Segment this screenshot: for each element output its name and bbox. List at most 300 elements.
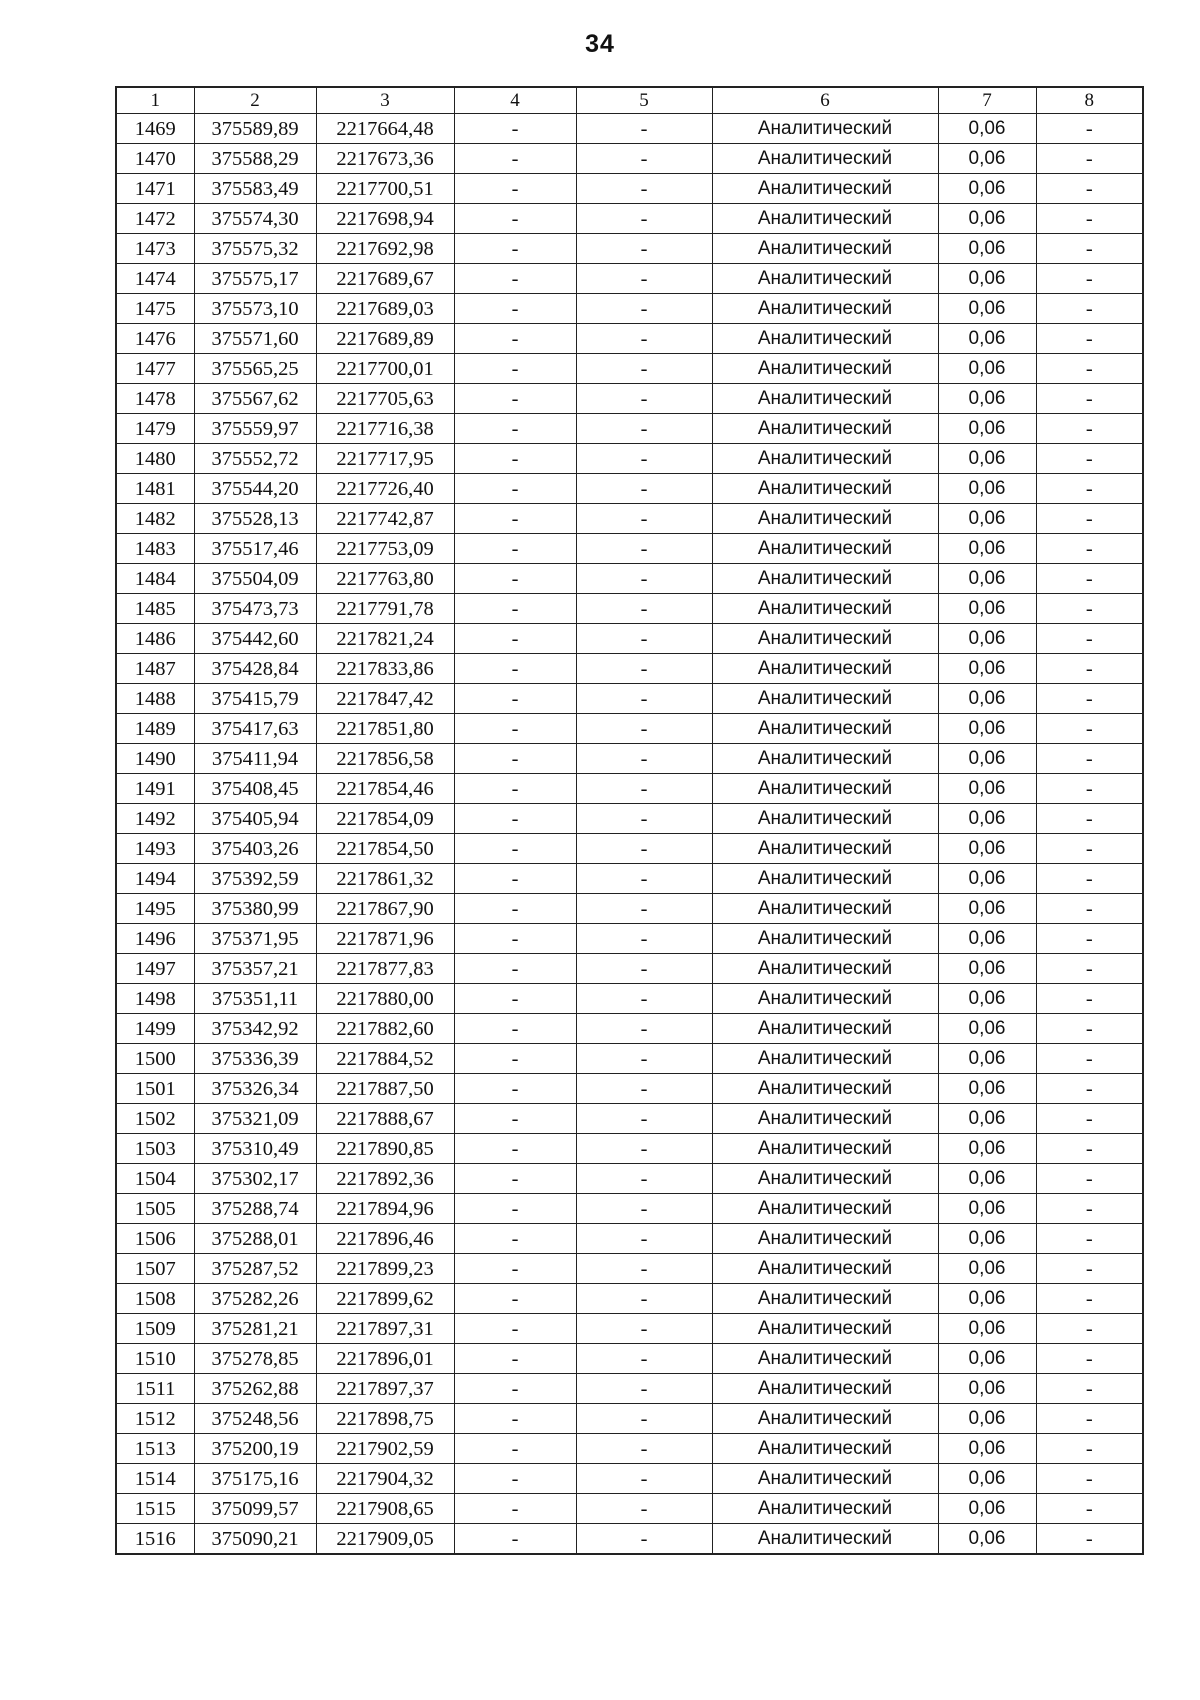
x-coordinate-cell: 375090,21 (194, 1524, 316, 1555)
accuracy-cell: 0,06 (938, 1254, 1036, 1284)
column-8-cell: - (1036, 564, 1143, 594)
x-coordinate-cell: 375417,63 (194, 714, 316, 744)
point-number-cell: 1502 (116, 1104, 194, 1134)
method-cell: Аналитический (712, 564, 938, 594)
x-coordinate-cell: 375321,09 (194, 1104, 316, 1134)
accuracy-cell: 0,06 (938, 804, 1036, 834)
point-number-cell: 1497 (116, 954, 194, 984)
table-row (116, 924, 1143, 954)
y-coordinate-cell: 2217861,32 (316, 864, 454, 894)
column-4-cell: - (454, 1194, 576, 1224)
column-4-cell: - (454, 1314, 576, 1344)
column-header: 4 (454, 87, 576, 114)
y-coordinate-cell: 2217896,46 (316, 1224, 454, 1254)
accuracy-cell: 0,06 (938, 864, 1036, 894)
column-5-cell: - (576, 684, 712, 714)
table-row (116, 1524, 1143, 1555)
table-row (116, 594, 1143, 624)
column-8-cell: - (1036, 1134, 1143, 1164)
point-number-cell: 1496 (116, 924, 194, 954)
method-cell: Аналитический (712, 1224, 938, 1254)
column-4-cell: - (454, 594, 576, 624)
y-coordinate-cell: 2217894,96 (316, 1194, 454, 1224)
x-coordinate-cell: 375504,09 (194, 564, 316, 594)
column-8-cell: - (1036, 1404, 1143, 1434)
column-8-cell: - (1036, 174, 1143, 204)
column-8-cell: - (1036, 954, 1143, 984)
y-coordinate-cell: 2217884,52 (316, 1044, 454, 1074)
column-4-cell: - (454, 1254, 576, 1284)
method-cell: Аналитический (712, 1374, 938, 1404)
column-8-cell: - (1036, 414, 1143, 444)
y-coordinate-cell: 2217742,87 (316, 504, 454, 534)
accuracy-cell: 0,06 (938, 414, 1036, 444)
column-header: 1 (116, 87, 194, 114)
x-coordinate-cell: 375415,79 (194, 684, 316, 714)
point-number-cell: 1495 (116, 894, 194, 924)
point-number-cell: 1515 (116, 1494, 194, 1524)
coordinates-table (115, 86, 1144, 1555)
column-5-cell: - (576, 564, 712, 594)
method-cell: Аналитический (712, 744, 938, 774)
column-4-cell: - (454, 1374, 576, 1404)
column-8-cell: - (1036, 1344, 1143, 1374)
table-row (116, 684, 1143, 714)
accuracy-cell: 0,06 (938, 294, 1036, 324)
point-number-cell: 1513 (116, 1434, 194, 1464)
point-number-cell: 1498 (116, 984, 194, 1014)
accuracy-cell: 0,06 (938, 384, 1036, 414)
column-8-cell: - (1036, 1434, 1143, 1464)
y-coordinate-cell: 2217887,50 (316, 1074, 454, 1104)
method-cell: Аналитический (712, 1284, 938, 1314)
column-5-cell: - (576, 864, 712, 894)
column-5-cell: - (576, 414, 712, 444)
column-8-cell: - (1036, 834, 1143, 864)
point-number-cell: 1493 (116, 834, 194, 864)
table-row (116, 1254, 1143, 1284)
point-number-cell: 1492 (116, 804, 194, 834)
table-row (116, 144, 1143, 174)
column-5-cell: - (576, 894, 712, 924)
x-coordinate-cell: 375589,89 (194, 114, 316, 144)
column-4-cell: - (454, 834, 576, 864)
column-5-cell: - (576, 1464, 712, 1494)
accuracy-cell: 0,06 (938, 264, 1036, 294)
accuracy-cell: 0,06 (938, 834, 1036, 864)
point-number-cell: 1481 (116, 474, 194, 504)
method-cell: Аналитический (712, 804, 938, 834)
column-4-cell: - (454, 384, 576, 414)
column-8-cell: - (1036, 774, 1143, 804)
x-coordinate-cell: 375262,88 (194, 1374, 316, 1404)
y-coordinate-cell: 2217898,75 (316, 1404, 454, 1434)
point-number-cell: 1485 (116, 594, 194, 624)
column-5-cell: - (576, 264, 712, 294)
column-8-cell: - (1036, 1074, 1143, 1104)
column-4-cell: - (454, 624, 576, 654)
table-row (116, 654, 1143, 684)
accuracy-cell: 0,06 (938, 1404, 1036, 1434)
column-5-cell: - (576, 1164, 712, 1194)
accuracy-cell: 0,06 (938, 774, 1036, 804)
accuracy-cell: 0,06 (938, 474, 1036, 504)
method-cell: Аналитический (712, 924, 938, 954)
table-row (116, 984, 1143, 1014)
column-8-cell: - (1036, 684, 1143, 714)
accuracy-cell: 0,06 (938, 1494, 1036, 1524)
column-8-cell: - (1036, 324, 1143, 354)
point-number-cell: 1484 (116, 564, 194, 594)
column-5-cell: - (576, 1044, 712, 1074)
column-8-cell: - (1036, 534, 1143, 564)
point-number-cell: 1473 (116, 234, 194, 264)
method-cell: Аналитический (712, 1134, 938, 1164)
x-coordinate-cell: 375575,17 (194, 264, 316, 294)
column-4-cell: - (454, 1044, 576, 1074)
method-cell: Аналитический (712, 624, 938, 654)
method-cell: Аналитический (712, 774, 938, 804)
column-5-cell: - (576, 534, 712, 564)
y-coordinate-cell: 2217877,83 (316, 954, 454, 984)
column-8-cell: - (1036, 1164, 1143, 1194)
column-4-cell: - (454, 924, 576, 954)
method-cell: Аналитический (712, 414, 938, 444)
table-row (116, 114, 1143, 144)
table-row (116, 444, 1143, 474)
accuracy-cell: 0,06 (938, 984, 1036, 1014)
column-4-cell: - (454, 534, 576, 564)
column-header: 5 (576, 87, 712, 114)
accuracy-cell: 0,06 (938, 594, 1036, 624)
x-coordinate-cell: 375282,26 (194, 1284, 316, 1314)
column-4-cell: - (454, 1104, 576, 1134)
column-8-cell: - (1036, 1284, 1143, 1314)
column-4-cell: - (454, 774, 576, 804)
y-coordinate-cell: 2217897,31 (316, 1314, 454, 1344)
y-coordinate-cell: 2217867,90 (316, 894, 454, 924)
column-8-cell: - (1036, 144, 1143, 174)
table-row (116, 414, 1143, 444)
x-coordinate-cell: 375571,60 (194, 324, 316, 354)
table-row (116, 804, 1143, 834)
column-4-cell: - (454, 234, 576, 264)
column-4-cell: - (454, 1524, 576, 1555)
column-8-cell: - (1036, 114, 1143, 144)
method-cell: Аналитический (712, 264, 938, 294)
column-header: 6 (712, 87, 938, 114)
column-8-cell: - (1036, 804, 1143, 834)
point-number-cell: 1477 (116, 354, 194, 384)
column-4-cell: - (454, 1434, 576, 1464)
x-coordinate-cell: 375326,34 (194, 1074, 316, 1104)
y-coordinate-cell: 2217717,95 (316, 444, 454, 474)
y-coordinate-cell: 2217899,23 (316, 1254, 454, 1284)
method-cell: Аналитический (712, 294, 938, 324)
table-row (116, 1014, 1143, 1044)
accuracy-cell: 0,06 (938, 204, 1036, 234)
method-cell: Аналитический (712, 1434, 938, 1464)
column-4-cell: - (454, 984, 576, 1014)
column-5-cell: - (576, 624, 712, 654)
table-row (116, 564, 1143, 594)
point-number-cell: 1488 (116, 684, 194, 714)
x-coordinate-cell: 375310,49 (194, 1134, 316, 1164)
column-4-cell: - (454, 1224, 576, 1254)
column-4-cell: - (454, 414, 576, 444)
page-number: 34 (585, 30, 615, 58)
column-8-cell: - (1036, 924, 1143, 954)
table-row (116, 294, 1143, 324)
method-cell: Аналитический (712, 234, 938, 264)
column-4-cell: - (454, 444, 576, 474)
accuracy-cell: 0,06 (938, 894, 1036, 924)
column-8-cell: - (1036, 234, 1143, 264)
point-number-cell: 1486 (116, 624, 194, 654)
column-8-cell: - (1036, 264, 1143, 294)
method-cell: Аналитический (712, 714, 938, 744)
x-coordinate-cell: 375473,73 (194, 594, 316, 624)
point-number-cell: 1511 (116, 1374, 194, 1404)
accuracy-cell: 0,06 (938, 564, 1036, 594)
column-8-cell: - (1036, 1014, 1143, 1044)
y-coordinate-cell: 2217753,09 (316, 534, 454, 564)
column-8-cell: - (1036, 1044, 1143, 1074)
x-coordinate-cell: 375175,16 (194, 1464, 316, 1494)
y-coordinate-cell: 2217854,09 (316, 804, 454, 834)
point-number-cell: 1508 (116, 1284, 194, 1314)
column-4-cell: - (454, 294, 576, 324)
y-coordinate-cell: 2217716,38 (316, 414, 454, 444)
accuracy-cell: 0,06 (938, 1134, 1036, 1164)
column-5-cell: - (576, 834, 712, 864)
column-4-cell: - (454, 1164, 576, 1194)
point-number-cell: 1470 (116, 144, 194, 174)
y-coordinate-cell: 2217890,85 (316, 1134, 454, 1164)
column-4-cell: - (454, 354, 576, 384)
accuracy-cell: 0,06 (938, 1284, 1036, 1314)
x-coordinate-cell: 375371,95 (194, 924, 316, 954)
method-cell: Аналитический (712, 984, 938, 1014)
column-8-cell: - (1036, 444, 1143, 474)
table-row (116, 1074, 1143, 1104)
column-5-cell: - (576, 714, 712, 744)
point-number-cell: 1503 (116, 1134, 194, 1164)
method-cell: Аналитический (712, 504, 938, 534)
x-coordinate-cell: 375411,94 (194, 744, 316, 774)
column-8-cell: - (1036, 1224, 1143, 1254)
point-number-cell: 1505 (116, 1194, 194, 1224)
column-4-cell: - (454, 1134, 576, 1164)
column-4-cell: - (454, 684, 576, 714)
accuracy-cell: 0,06 (938, 324, 1036, 354)
column-5-cell: - (576, 324, 712, 354)
column-5-cell: - (576, 294, 712, 324)
x-coordinate-cell: 375428,84 (194, 654, 316, 684)
method-cell: Аналитический (712, 1464, 938, 1494)
column-5-cell: - (576, 234, 712, 264)
y-coordinate-cell: 2217902,59 (316, 1434, 454, 1464)
point-number-cell: 1512 (116, 1404, 194, 1434)
column-4-cell: - (454, 144, 576, 174)
table-row (116, 1194, 1143, 1224)
column-5-cell: - (576, 1014, 712, 1044)
x-coordinate-cell: 375517,46 (194, 534, 316, 564)
table-row (116, 1104, 1143, 1134)
column-4-cell: - (454, 1494, 576, 1524)
column-header: 2 (194, 87, 316, 114)
x-coordinate-cell: 375336,39 (194, 1044, 316, 1074)
method-cell: Аналитический (712, 1524, 938, 1555)
accuracy-cell: 0,06 (938, 1074, 1036, 1104)
column-8-cell: - (1036, 1314, 1143, 1344)
point-number-cell: 1483 (116, 534, 194, 564)
column-5-cell: - (576, 114, 712, 144)
accuracy-cell: 0,06 (938, 624, 1036, 654)
y-coordinate-cell: 2217851,80 (316, 714, 454, 744)
method-cell: Аналитический (712, 594, 938, 624)
y-coordinate-cell: 2217700,51 (316, 174, 454, 204)
x-coordinate-cell: 375552,72 (194, 444, 316, 474)
method-cell: Аналитический (712, 954, 938, 984)
table-row (116, 1314, 1143, 1344)
table-row (116, 954, 1143, 984)
table-row (116, 234, 1143, 264)
column-4-cell: - (454, 1404, 576, 1434)
y-coordinate-cell: 2217705,63 (316, 384, 454, 414)
column-8-cell: - (1036, 1374, 1143, 1404)
method-cell: Аналитический (712, 834, 938, 864)
y-coordinate-cell: 2217892,36 (316, 1164, 454, 1194)
x-coordinate-cell: 375574,30 (194, 204, 316, 234)
column-4-cell: - (454, 174, 576, 204)
y-coordinate-cell: 2217763,80 (316, 564, 454, 594)
column-5-cell: - (576, 204, 712, 234)
accuracy-cell: 0,06 (938, 1464, 1036, 1494)
y-coordinate-cell: 2217726,40 (316, 474, 454, 504)
point-number-cell: 1500 (116, 1044, 194, 1074)
column-8-cell: - (1036, 384, 1143, 414)
table-row (116, 324, 1143, 354)
point-number-cell: 1476 (116, 324, 194, 354)
x-coordinate-cell: 375405,94 (194, 804, 316, 834)
column-8-cell: - (1036, 744, 1143, 774)
accuracy-cell: 0,06 (938, 504, 1036, 534)
method-cell: Аналитический (712, 1164, 938, 1194)
point-number-cell: 1479 (116, 414, 194, 444)
column-5-cell: - (576, 1074, 712, 1104)
method-cell: Аналитический (712, 1014, 938, 1044)
y-coordinate-cell: 2217888,67 (316, 1104, 454, 1134)
point-number-cell: 1469 (116, 114, 194, 144)
point-number-cell: 1494 (116, 864, 194, 894)
column-8-cell: - (1036, 984, 1143, 1014)
method-cell: Аналитический (712, 354, 938, 384)
accuracy-cell: 0,06 (938, 1044, 1036, 1074)
y-coordinate-cell: 2217700,01 (316, 354, 454, 384)
column-5-cell: - (576, 384, 712, 414)
y-coordinate-cell: 2217899,62 (316, 1284, 454, 1314)
column-5-cell: - (576, 354, 712, 384)
column-5-cell: - (576, 744, 712, 774)
column-4-cell: - (454, 204, 576, 234)
accuracy-cell: 0,06 (938, 1014, 1036, 1044)
method-cell: Аналитический (712, 684, 938, 714)
column-8-cell: - (1036, 1254, 1143, 1284)
column-5-cell: - (576, 1134, 712, 1164)
x-coordinate-cell: 375544,20 (194, 474, 316, 504)
point-number-cell: 1516 (116, 1524, 194, 1555)
accuracy-cell: 0,06 (938, 924, 1036, 954)
table-row (116, 1464, 1143, 1494)
point-number-cell: 1499 (116, 1014, 194, 1044)
table-row (116, 624, 1143, 654)
y-coordinate-cell: 2217821,24 (316, 624, 454, 654)
table-row (116, 864, 1143, 894)
y-coordinate-cell: 2217904,32 (316, 1464, 454, 1494)
accuracy-cell: 0,06 (938, 1374, 1036, 1404)
column-8-cell: - (1036, 624, 1143, 654)
column-5-cell: - (576, 984, 712, 1014)
point-number-cell: 1507 (116, 1254, 194, 1284)
point-number-cell: 1475 (116, 294, 194, 324)
column-5-cell: - (576, 954, 712, 984)
table-row (116, 834, 1143, 864)
y-coordinate-cell: 2217664,48 (316, 114, 454, 144)
method-cell: Аналитический (712, 1494, 938, 1524)
method-cell: Аналитический (712, 114, 938, 144)
x-coordinate-cell: 375278,85 (194, 1344, 316, 1374)
table-row (116, 1284, 1143, 1314)
table-row (116, 1434, 1143, 1464)
column-8-cell: - (1036, 1194, 1143, 1224)
column-5-cell: - (576, 654, 712, 684)
column-5-cell: - (576, 1344, 712, 1374)
x-coordinate-cell: 375392,59 (194, 864, 316, 894)
method-cell: Аналитический (712, 654, 938, 684)
accuracy-cell: 0,06 (938, 714, 1036, 744)
column-8-cell: - (1036, 504, 1143, 534)
column-4-cell: - (454, 504, 576, 534)
accuracy-cell: 0,06 (938, 174, 1036, 204)
table-row (116, 894, 1143, 924)
accuracy-cell: 0,06 (938, 1524, 1036, 1555)
method-cell: Аналитический (712, 204, 938, 234)
column-header: 8 (1036, 87, 1143, 114)
column-5-cell: - (576, 1434, 712, 1464)
accuracy-cell: 0,06 (938, 144, 1036, 174)
column-8-cell: - (1036, 714, 1143, 744)
x-coordinate-cell: 375559,97 (194, 414, 316, 444)
x-coordinate-cell: 375200,19 (194, 1434, 316, 1464)
column-5-cell: - (576, 444, 712, 474)
x-coordinate-cell: 375288,74 (194, 1194, 316, 1224)
method-cell: Аналитический (712, 474, 938, 504)
x-coordinate-cell: 375408,45 (194, 774, 316, 804)
column-8-cell: - (1036, 354, 1143, 384)
accuracy-cell: 0,06 (938, 684, 1036, 714)
accuracy-cell: 0,06 (938, 1344, 1036, 1374)
x-coordinate-cell: 375248,56 (194, 1404, 316, 1434)
method-cell: Аналитический (712, 174, 938, 204)
column-5-cell: - (576, 1104, 712, 1134)
method-cell: Аналитический (712, 894, 938, 924)
column-5-cell: - (576, 1224, 712, 1254)
method-cell: Аналитический (712, 1344, 938, 1374)
column-4-cell: - (454, 324, 576, 354)
column-5-cell: - (576, 174, 712, 204)
column-4-cell: - (454, 714, 576, 744)
